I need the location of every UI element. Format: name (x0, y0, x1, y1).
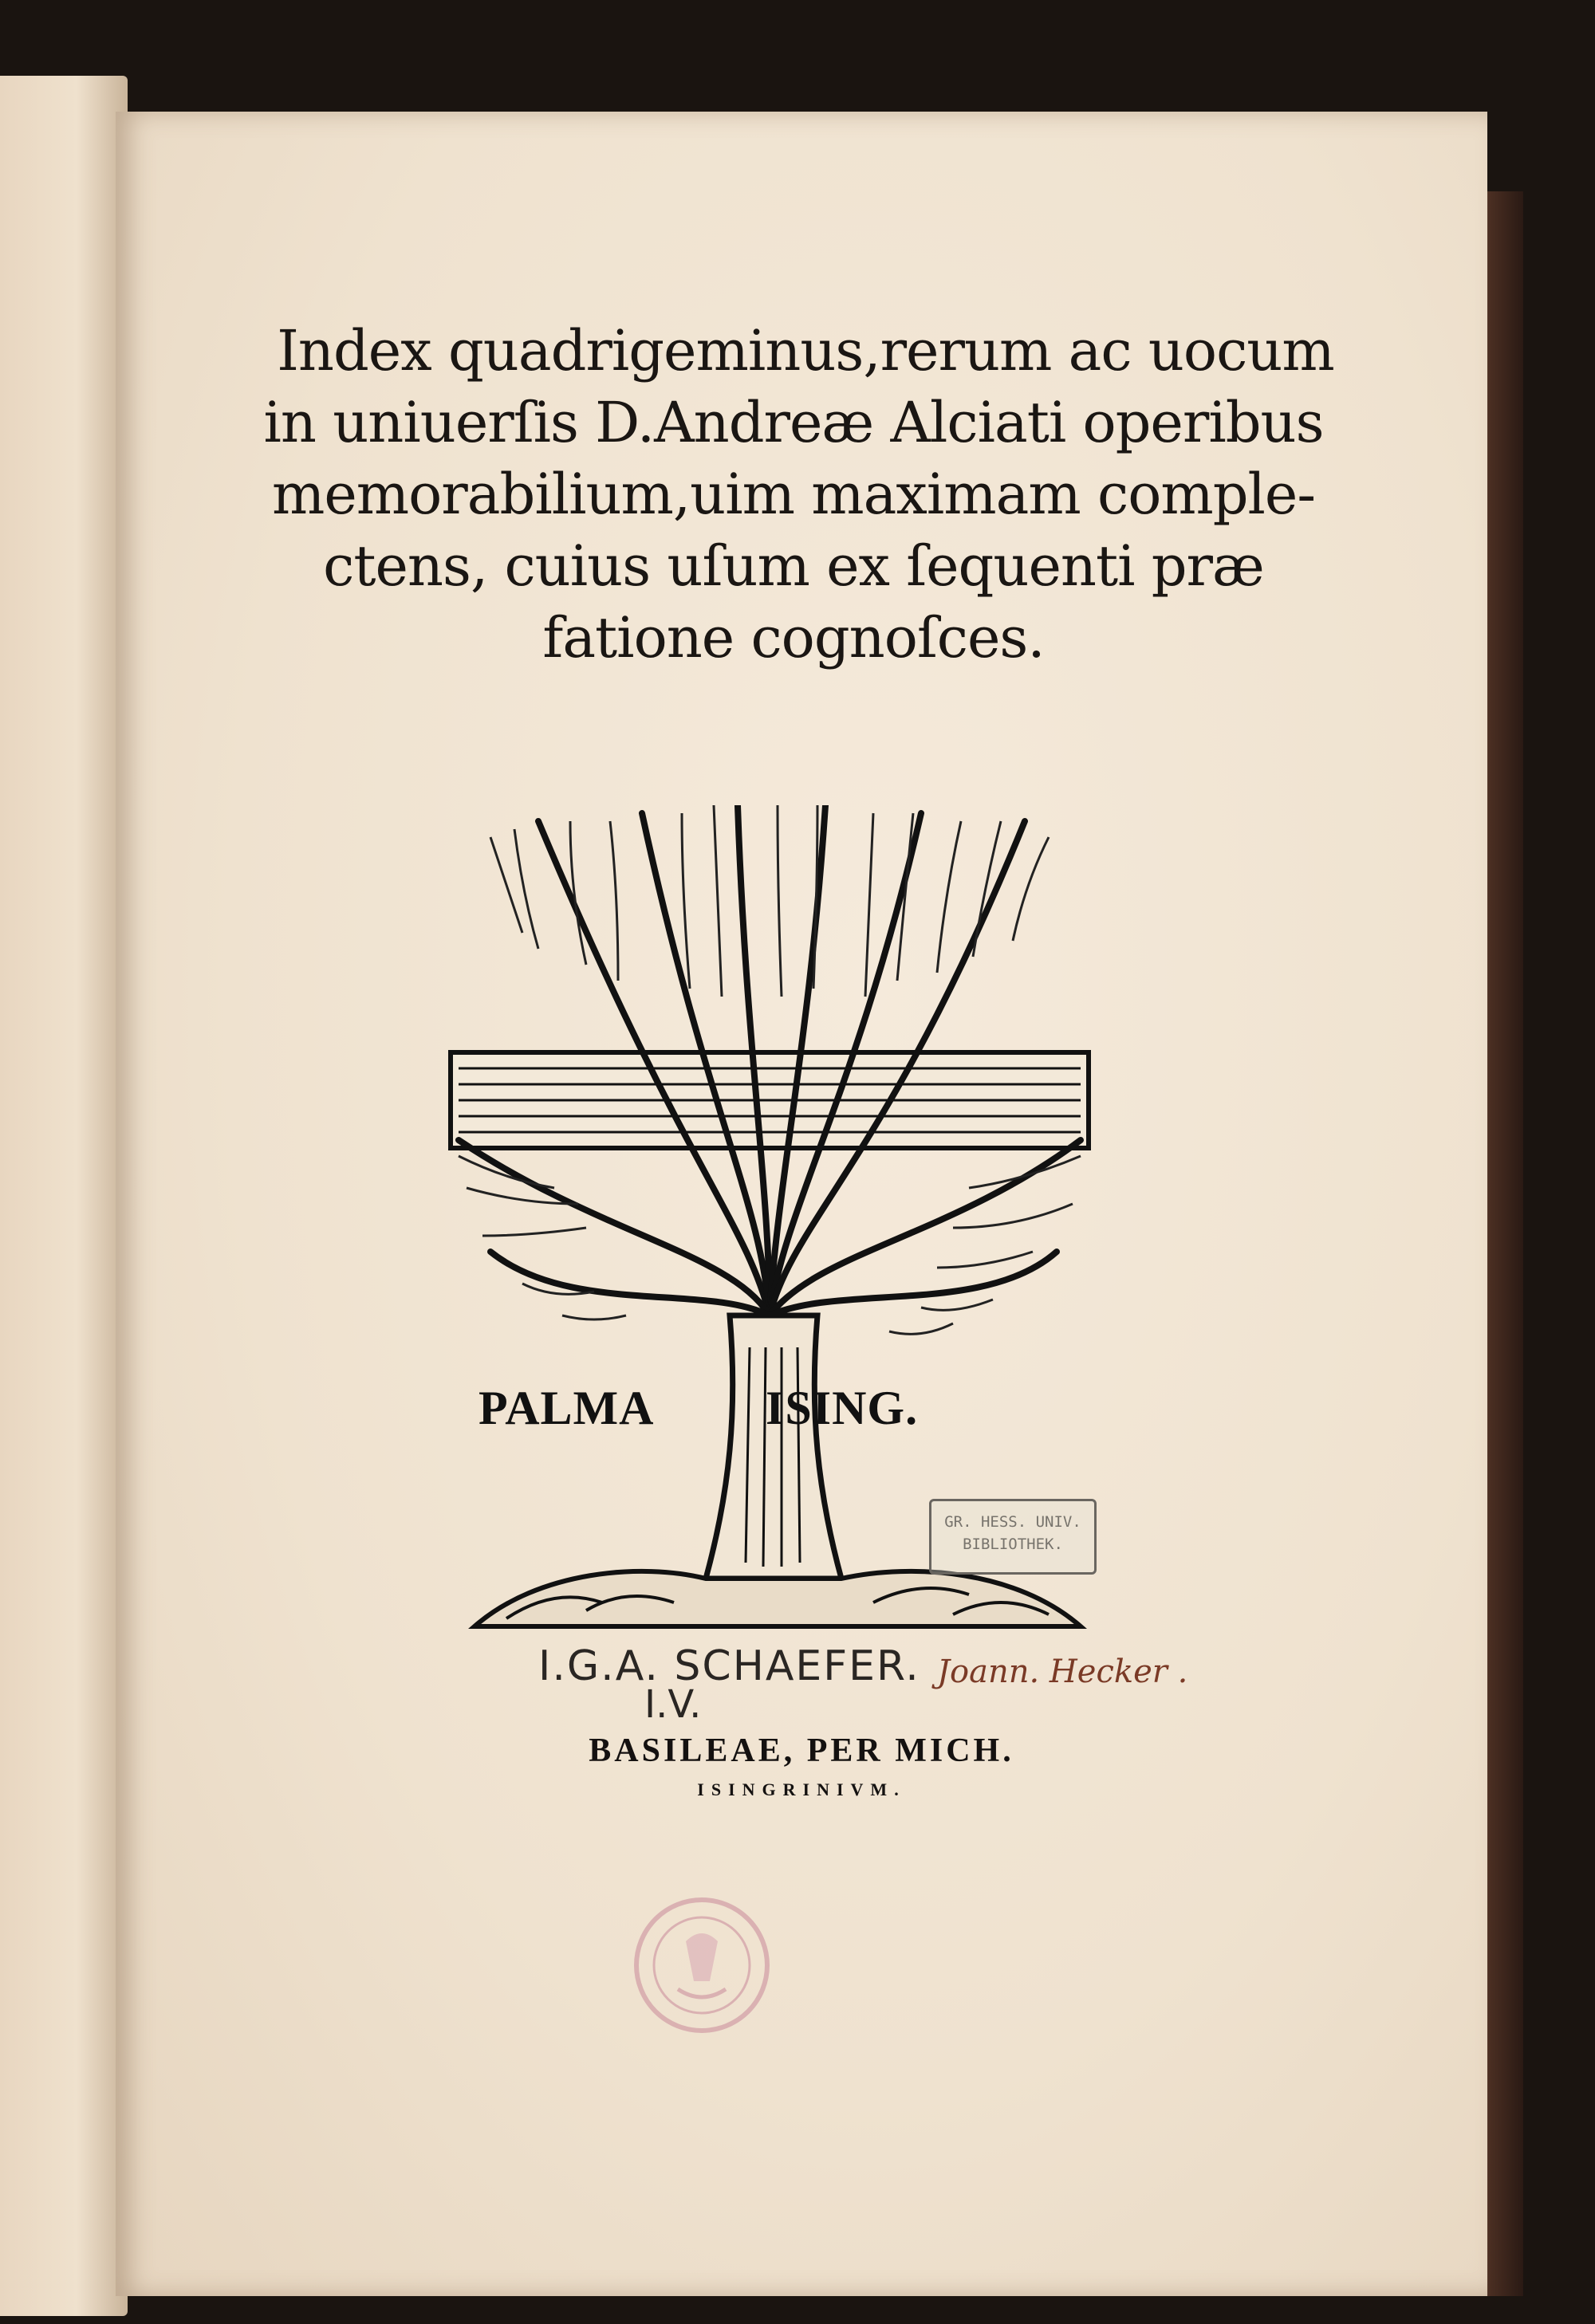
title-line: in uniuerſis D.Andreæ Alciati operibus (263, 390, 1324, 455)
imprint-line: BASILEAE, PER MICH. (589, 1732, 1014, 1769)
owner-initials: I.V. (644, 1682, 702, 1727)
device-text-right: ISING. (766, 1382, 919, 1434)
imprint-line: ISINGRINIVM. (697, 1779, 906, 1799)
left-page-edge (0, 76, 128, 2316)
title-line: fatione cognoſces. (542, 605, 1045, 670)
stamp-line: BIBLIOTHEK. (963, 1536, 1063, 1553)
title-page (116, 112, 1487, 2296)
page-title (235, 315, 1352, 674)
owner-handwriting: Joann. Hecker . (937, 1654, 1188, 1690)
title-line: ctens, cuius uſum ex ſequenti præ (323, 533, 1264, 599)
title-line: memorabilium,uim maximam comple- (271, 462, 1315, 527)
title-line: Index quadrigeminus,rerum ac uocum (277, 318, 1334, 383)
device-text-left: PALMA (478, 1382, 655, 1434)
owner-stamp-text: I.G.A. SCHAEFER. (538, 1642, 920, 1690)
library-seal-icon (630, 1893, 774, 2037)
stamp-line: GR. HESS. UNIV. (944, 1513, 1081, 1531)
library-stamp (929, 1499, 1097, 1575)
